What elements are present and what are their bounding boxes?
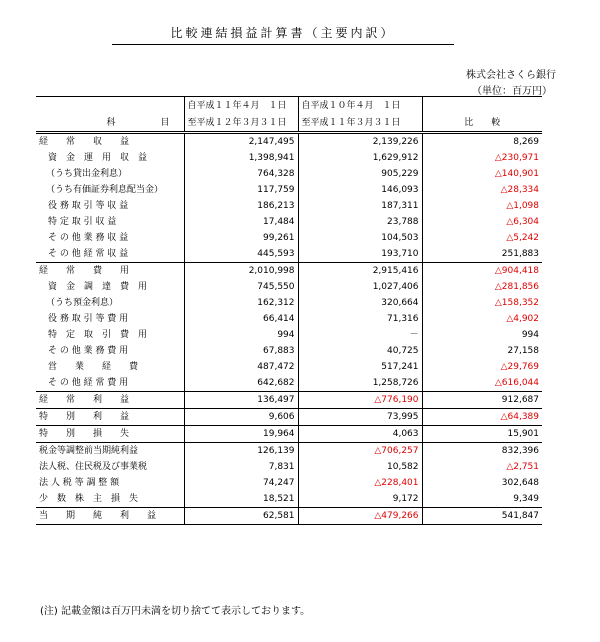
row-label: 役 務 取 引 等 費 用: [48, 314, 129, 324]
row-previous: △776,190: [298, 392, 422, 409]
header-current-to: 至平成１２年３月３１日: [184, 115, 298, 133]
row-current: 2,010,998: [184, 263, 298, 280]
row-current: 994: [184, 327, 298, 343]
row-diff: △140,901: [422, 166, 542, 182]
row-current: 74,247: [184, 475, 298, 491]
row-diff: △904,418: [422, 263, 542, 280]
row-label: 特 定 取 引 収 益: [48, 217, 117, 227]
row-previous: 187,311: [298, 198, 422, 214]
row-previous: △479,266: [298, 508, 422, 525]
row-previous: 320,664: [298, 295, 422, 311]
row-current: 162,312: [184, 295, 298, 311]
row-diff: △158,352: [422, 295, 542, 311]
header-previous-from: 自平成１０年４月 １日: [298, 97, 422, 116]
row-label: 法 人 税 等 調 整 額: [39, 478, 120, 488]
row-label: 特 別 利 益: [36, 409, 184, 426]
statement-row: [36, 133, 542, 151]
row-current: 66,414: [184, 311, 298, 327]
row-current: 126,139: [184, 443, 298, 460]
row-diff: △616,044: [422, 375, 542, 392]
row-current: 2,147,495: [184, 133, 298, 151]
row-diff: 15,901: [422, 426, 542, 443]
row-diff: 302,648: [422, 475, 542, 491]
row-label: 特 別 損 失: [36, 426, 184, 443]
row-label: そ の 他 業 務 費 用: [48, 346, 129, 356]
row-label: 少 数 株 主 損 失: [39, 494, 139, 504]
row-diff: △281,856: [422, 279, 542, 295]
row-previous: 905,229: [298, 166, 422, 182]
row-label: 資 金 運 用 収 益: [48, 153, 148, 163]
row-diff: △29,769: [422, 359, 542, 375]
row-label: 経 常 収 益: [36, 133, 184, 151]
statement-row: [36, 198, 542, 214]
statement-row: [36, 475, 542, 491]
statement-row: [36, 279, 542, 295]
row-previous: 71,316: [298, 311, 422, 327]
document-title: 比較連結損益計算書（主要内訳）: [112, 24, 454, 45]
statement-row: [36, 392, 542, 409]
statement-row: [36, 508, 542, 525]
statement-row: [36, 443, 542, 460]
row-label: 経 常 利 益: [36, 392, 184, 409]
row-previous: △228,401: [298, 475, 422, 491]
row-current: 487,472: [184, 359, 298, 375]
header-previous-to: 至平成１１年３月３１日: [298, 115, 422, 133]
row-current: 67,883: [184, 343, 298, 359]
statement-row: [36, 343, 542, 359]
row-label: 資 金 調 達 費 用: [48, 282, 148, 292]
row-label: 営 業 経 費: [48, 362, 139, 372]
row-diff: 251,883: [422, 246, 542, 263]
statement-row: [36, 311, 542, 327]
header-item-blank: [36, 97, 184, 116]
row-diff: 8,269: [422, 133, 542, 151]
row-current: 136,497: [184, 392, 298, 409]
header-row-2: [36, 115, 542, 133]
row-previous: 4,063: [298, 426, 422, 443]
row-current: 62,581: [184, 508, 298, 525]
statement-row: [36, 295, 542, 311]
row-previous: 193,710: [298, 246, 422, 263]
row-diff: 541,847: [422, 508, 542, 525]
row-current: 745,550: [184, 279, 298, 295]
row-diff: 9,349: [422, 491, 542, 508]
footnote: (注) 記載金額は百万円未満を切り捨てて表示しております。: [40, 606, 311, 617]
statement-row: [36, 182, 542, 198]
row-label: （うち預金利息）: [46, 298, 119, 308]
row-label: 当 期 純 利 益: [36, 508, 184, 525]
row-previous: 104,503: [298, 230, 422, 246]
statement-row: [36, 246, 542, 263]
row-diff: △5,242: [422, 230, 542, 246]
row-previous: 40,725: [298, 343, 422, 359]
statement-row: [36, 327, 542, 343]
row-current: 99,261: [184, 230, 298, 246]
row-current: 18,521: [184, 491, 298, 508]
row-label: （うち有価証券利息配当金）: [46, 185, 164, 195]
row-previous: 2,915,416: [298, 263, 422, 280]
row-current: 445,593: [184, 246, 298, 263]
row-previous: 2,139,226: [298, 133, 422, 151]
header-current-from: 自平成１１年４月 １日: [184, 97, 298, 116]
row-previous: △706,257: [298, 443, 422, 460]
row-diff: △2,751: [422, 459, 542, 475]
header-row-1: [36, 97, 542, 116]
row-previous: －: [298, 327, 422, 343]
statement-row: [36, 214, 542, 230]
row-label: そ の 他 経 常 費 用: [48, 378, 129, 388]
company-name: 株式会社さくら銀行: [466, 70, 556, 81]
row-label: 役 務 取 引 等 収 益: [48, 201, 129, 211]
row-diff: △1,098: [422, 198, 542, 214]
row-diff: 832,396: [422, 443, 542, 460]
unit-label: （単位：百万円）: [472, 86, 552, 97]
row-diff: 27,158: [422, 343, 542, 359]
row-diff: △4,902: [422, 311, 542, 327]
header-diff: 比 較: [422, 115, 542, 133]
row-previous: 73,995: [298, 409, 422, 426]
row-diff: 912,687: [422, 392, 542, 409]
statement-row: [36, 409, 542, 426]
row-previous: 146,093: [298, 182, 422, 198]
row-label: 法人税、住民税及び事業税: [39, 462, 148, 472]
statement-row: [36, 230, 542, 246]
row-diff: △230,971: [422, 150, 542, 166]
row-label: そ の 他 経 常 収 益: [48, 249, 129, 259]
row-previous: 23,788: [298, 214, 422, 230]
row-label: 経 常 費 用: [36, 263, 184, 280]
statement-row: [36, 459, 542, 475]
row-previous: 9,172: [298, 491, 422, 508]
row-current: 642,682: [184, 375, 298, 392]
row-previous: 1,258,726: [298, 375, 422, 392]
row-previous: 10,582: [298, 459, 422, 475]
row-label: （うち貸出金利息）: [46, 169, 128, 179]
row-current: 764,328: [184, 166, 298, 182]
statement-row: [36, 426, 542, 443]
header-diff-blank: [422, 97, 542, 116]
statement-row: [36, 263, 542, 280]
row-label: 特 定 取 引 費 用: [48, 330, 148, 340]
row-label: 税金等調整前当期純利益: [36, 443, 184, 460]
row-current: 117,759: [184, 182, 298, 198]
row-diff: 994: [422, 327, 542, 343]
statement-row: [36, 359, 542, 375]
statement-row: [36, 491, 542, 508]
statement-row: [36, 150, 542, 166]
statement-row: [36, 375, 542, 392]
row-current: 19,964: [184, 426, 298, 443]
row-previous: 1,027,406: [298, 279, 422, 295]
row-diff: △64,389: [422, 409, 542, 426]
row-current: 7,831: [184, 459, 298, 475]
row-current: 9,606: [184, 409, 298, 426]
header-item: 科 目: [106, 118, 170, 128]
row-diff: △6,304: [422, 214, 542, 230]
row-current: 1,398,941: [184, 150, 298, 166]
statement-row: [36, 166, 542, 182]
row-diff: △28,334: [422, 182, 542, 198]
row-previous: 517,241: [298, 359, 422, 375]
row-label: そ の 他 業 務 収 益: [48, 233, 129, 243]
income-statement-table: [36, 96, 542, 525]
row-previous: 1,629,912: [298, 150, 422, 166]
row-current: 186,213: [184, 198, 298, 214]
row-current: 17,484: [184, 214, 298, 230]
